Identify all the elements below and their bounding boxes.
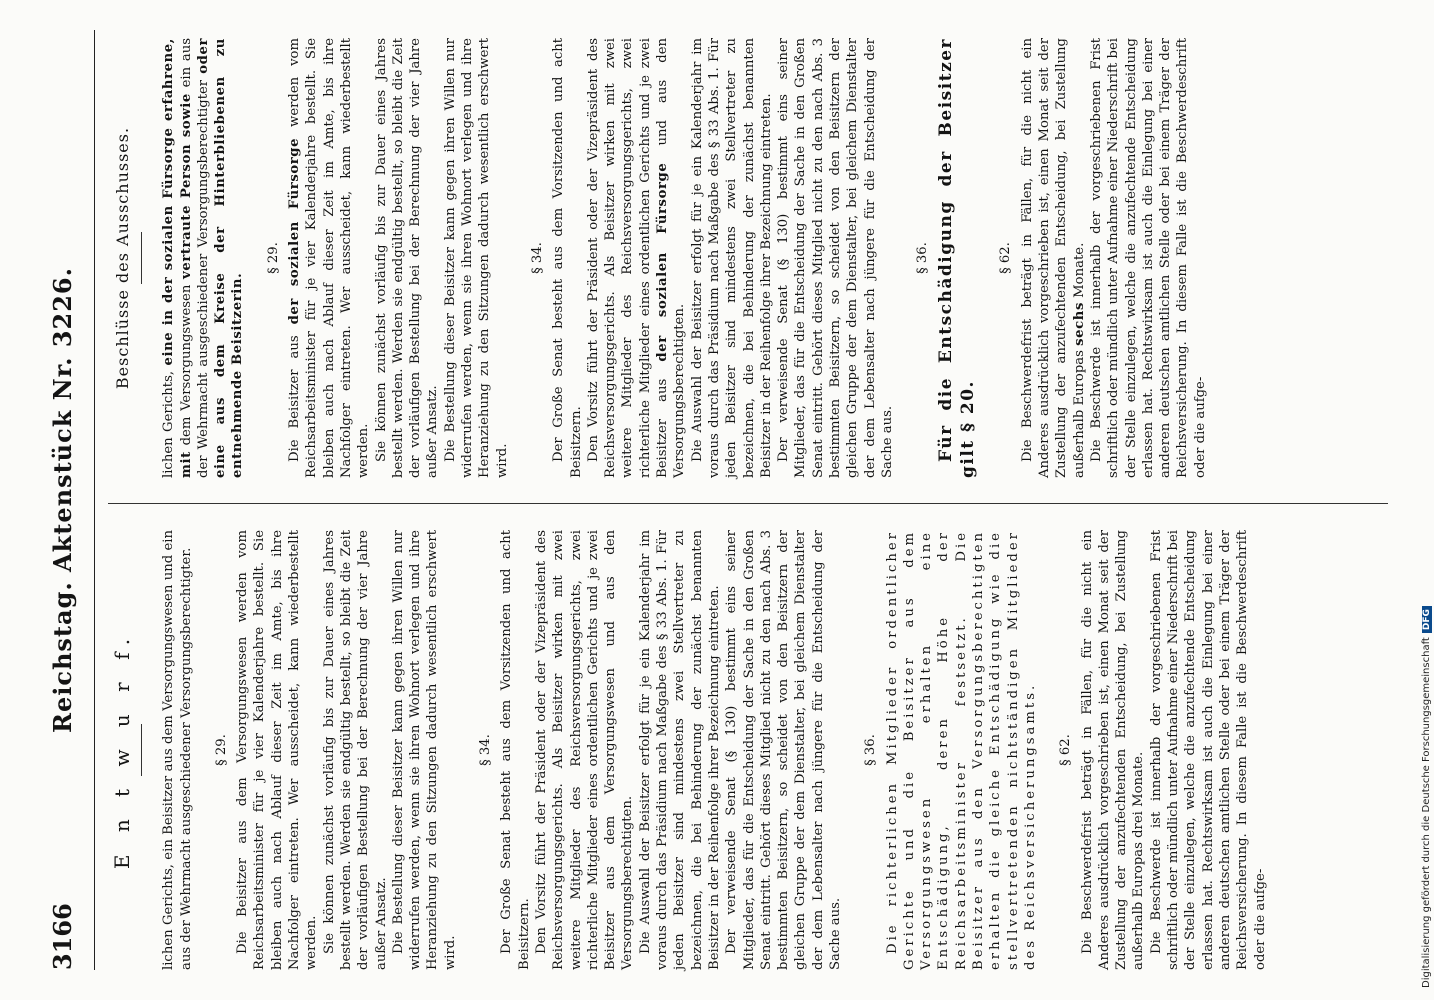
emphasis: vertraute Person sowie <box>178 93 194 279</box>
section-title: § 34. <box>529 242 545 274</box>
text-run: Die Beschwerdefrist beträgt in Fällen, für die nicht ein Anderes ausdrücklich vorgeschrieben ist, einen Monat seit der Zustellung der anzufechtenden Entscheidung, bei Zustellung außerhalb Europas <box>1019 38 1087 478</box>
page-title: Reichstag. Aktenstück Nr. 3226. <box>48 267 77 733</box>
column-beschluesse <box>108 38 1388 478</box>
heading-rule <box>141 724 142 776</box>
paragraph: Die Auswahl der Beisitzer erfolgt für je ein Kalenderjahr im voraus durch das Präsidium nach Maßgabe des § 33 Abs. 1. Für jeden Beisitzer sind mindestens zwei Stellvertreter zu bezeichnen, die bei Behinderung der zunächst benannten Beisitzer in der Reihenfolge ihrer Bezeichnung eintreten. <box>637 530 722 970</box>
column-entwurf <box>108 530 1388 970</box>
section-title: § 36. <box>915 242 931 274</box>
emphasis: oder eine aus dem Kreise der Hinterbliebenen zu entnehmende Beisitzerin. <box>195 38 246 478</box>
paragraph <box>1019 38 1088 478</box>
text-run: und aus den Versorgungsberechtigten. <box>655 37 688 478</box>
credit-text: Digitalisierung gefördert durch die Deutsche Forschungsgemeinschaft <box>1421 637 1432 988</box>
column-divider <box>108 503 1388 504</box>
paragraph: Die Beschwerde ist innerhalb der vorgeschriebenen Frist schriftlich oder mündlich unter Aufnahme einer Niederschrift bei der Stelle einzulegen, welche die anzufechtende Entscheidung erlassen hat. Rechtswirksam ist auch die Einlegung bei einer anderen deutschen amtlichen Stelle oder bei einem Träger der Reichsversicherung. In diesem Falle ist die Beschwerdeschrift oder die aufge- <box>1088 38 1208 478</box>
paragraph: Sie können zunächst vorläufig bis zur Dauer eines Jahres bestellt werden. Werden sie endgültig bestellt, so bleibt die Zeit der vorläufigen Bestellung bei der Berechnung der vier Jahre außer Ansatz. <box>321 530 389 970</box>
text-run: dem Versorgungswesen <box>178 278 194 452</box>
page-header <box>48 30 92 970</box>
paragraph: Die Auswahl der Beisitzer erfolgt für je ein Kalenderjahr im voraus durch das Präsidium nach Maßgabe des § 33 Abs. 1. Für jeden Beisitzer sind mindestens zwei Stellvertreter zu bezeichnen, die bei Behinderung der zunächst benannten Beisitzer in der Reihenfolge ihrer Bezeichnung eintreten. <box>689 38 774 478</box>
emphasis: eine in der sozialen Fürsorge erfahrene, mit <box>161 38 194 478</box>
paragraph: Der verweisende Senat (§ 130) bestimmt eins seiner Mitglieder, das für die Entscheidung der Sache in den Großen Senat eintritt. Gehört dieses Mitglied nicht zu den nach Abs. 3 bestimmten Beisitzern, so scheidet von den Beisitzern der gleichen Gruppe der dem Dienstalter, bei gleichem Dienstalter der dem Lebensalter nach jüngere für die Entscheidung der Sache aus. <box>776 38 895 478</box>
header-rule <box>94 30 95 970</box>
text-run: lichen Gerichts, <box>161 365 177 478</box>
document-page <box>8 10 1408 990</box>
paragraph: Sie können zunächst vorläufig bis zur Dauer eines Jahres bestellt werden. Werden sie endgültig bestellt, so bleibt die Zeit der vorläufigen Bestellung bei der Berechnung der vier Jahre außer Ansatz. <box>373 38 441 478</box>
paragraph-emphasis: Für die Entschädigung der Beisitzer gilt § 20. <box>936 38 979 478</box>
paragraph: Der Große Senat besteht aus dem Vorsitzenden und acht Beisitzern. <box>551 38 584 478</box>
section-title: § 29. <box>265 242 281 274</box>
paragraph: Die Bestellung dieser Beisitzer kann gegen ihren Willen nur widerrufen werden, wenn sie ihren Wohnort verlegen und ihre Heranziehung zu den Sitzungen dadurch wesentlich erschwert wird. <box>442 38 510 478</box>
paragraph: Den Vorsitz führt der Präsident oder der Vizepräsident des Reichsversorgungsgerichts. Als Beisitzer wirken mit zwei weitere Mitglieder des Reichsversorgungsgerichts, zwei richterliche Mitglieder eines ordentlichen Gerichts und je zwei Beisitzer aus dem Versorgungswesen und aus den Versorgungsberechtigten. <box>533 530 636 970</box>
dfg-logo: DFG <box>1422 606 1432 633</box>
emphasis: sechs <box>1071 302 1087 346</box>
section-title: § 62. <box>1058 734 1074 766</box>
digitization-credit <box>1413 8 1432 992</box>
column-heading-entwurf: E n t w u r f. <box>110 630 134 870</box>
paragraph: Die Beschwerde ist innerhalb der vorgeschriebenen Frist schriftlich oder mündlich unter Aufnahme einer Niederschrift bei der Stelle einzulegen, welche die anzufechtende Entscheidung erlassen hat. Rechtswirksam ist auch die Einlegung bei einer anderen deutschen amtlichen Stelle oder bei einem Träger der Reichsversicherung. In diesem Falle ist die Beschwerdeschrift oder die aufge- <box>1148 530 1268 970</box>
paragraph-spaced: Die richterlichen Mitglieder ordentlicher Gerichte und die Beisitzer aus dem Versorgungswesen erhalten eine Entschädigung, deren Höhe der Reichsarbeitsminister festsetzt. Die Beisitzer aus den Versorgungsberechtigten erhalten die gleiche Entschädigung wie die stellvertretenden nichtständigen Mitglieder des Reichsversicherungsamts. <box>884 530 1038 970</box>
emphasis: der sozialen Fürsorge <box>655 162 671 362</box>
paragraph <box>286 38 372 478</box>
section-title: § 34. <box>478 734 494 766</box>
intro-text: lichen Gerichts, ein Beisitzer aus dem Versorgungswesen und ein aus der Wehrmacht ausgeschiedener Versorgungsberechtigter. <box>161 530 194 970</box>
column-heading-beschluesse: Beschlüsse des Ausschusses. <box>113 126 132 390</box>
section-title: § 29. <box>213 734 229 766</box>
paragraph: Die Beschwerdefrist beträgt in Fällen, für die nicht ein Anderes ausdrücklich vorgeschrieben ist, einen Monat seit der Zustellung der anzufechtenden Entscheidung, bei Zustellung außerhalb Europas drei Monate. <box>1079 530 1147 970</box>
text-run: Den Vorsitz führt der Präsident oder der Vizepräsident des Reichsversorgungsgerichts. Als Beisitzer wirken mit zwei weitere Mitglieder des Reichsversorgungsgerichts, zwei richterliche Mitglieder eines ordentlichen Gerichts und je zwei Beisitzer aus <box>585 38 671 478</box>
section-title: § 62. <box>998 242 1014 274</box>
text-run: werden vom Reichsarbeitsminister für je vier Kalenderjahre bestellt. Sie bleiben auch nach Ablauf dieser Zeit im Amte, bis ihre Nachfolger eintreten. Wer ausscheidet, kann wiederbestellt werden. <box>287 37 372 478</box>
paragraph: Die Beisitzer aus dem Versorgungswesen werden vom Reichsarbeitsminister für je vier Kalenderjahre bestellt. Sie bleiben auch nach Ablauf dieser Zeit im Amte, bis ihre Nachfolger eintreten. Wer ausscheidet, kann wiederbestellt werden. <box>235 530 320 970</box>
credit-line <box>1421 606 1432 988</box>
paragraph: Die Bestellung dieser Beisitzer kann gegen ihren Willen nur widerrufen werden, wenn sie ihren Wohnort verlegen und ihre Heranziehung zu den Sitzungen dadurch wesentlich erschwert wird. <box>390 530 458 970</box>
text-run: Die Beisitzer aus <box>287 324 303 462</box>
paragraph <box>585 38 689 478</box>
text-run: Monate. <box>1071 242 1087 303</box>
paragraph: Der verweisende Senat (§ 130) bestimmt eins seiner Mitglieder, das für die Entscheidung der Sache in den Großen Senat eintritt. Gehört dieses Mitglied nicht zu den nach Abs. 3 bestimmten Beisitzern, so scheidet von den Beisitzern der gleichen Gruppe der dem Dienstalter, bei gleichem Dienstalter der dem Lebensalter nach jüngere für die Entscheidung der Sache aus. <box>724 530 843 970</box>
text-run: ein aus der Wehrmacht ausgeschiedener Versorgungsberechtigter <box>178 38 211 478</box>
intro-text <box>160 38 246 478</box>
section-title: § 36. <box>863 734 879 766</box>
paragraph: Der Große Senat besteht aus dem Vorsitzenden und acht Beisitzern. <box>499 530 532 970</box>
page-number: 3166 <box>48 903 77 970</box>
emphasis: der sozialen Fürsorge <box>287 137 303 325</box>
heading-rule <box>141 232 142 284</box>
